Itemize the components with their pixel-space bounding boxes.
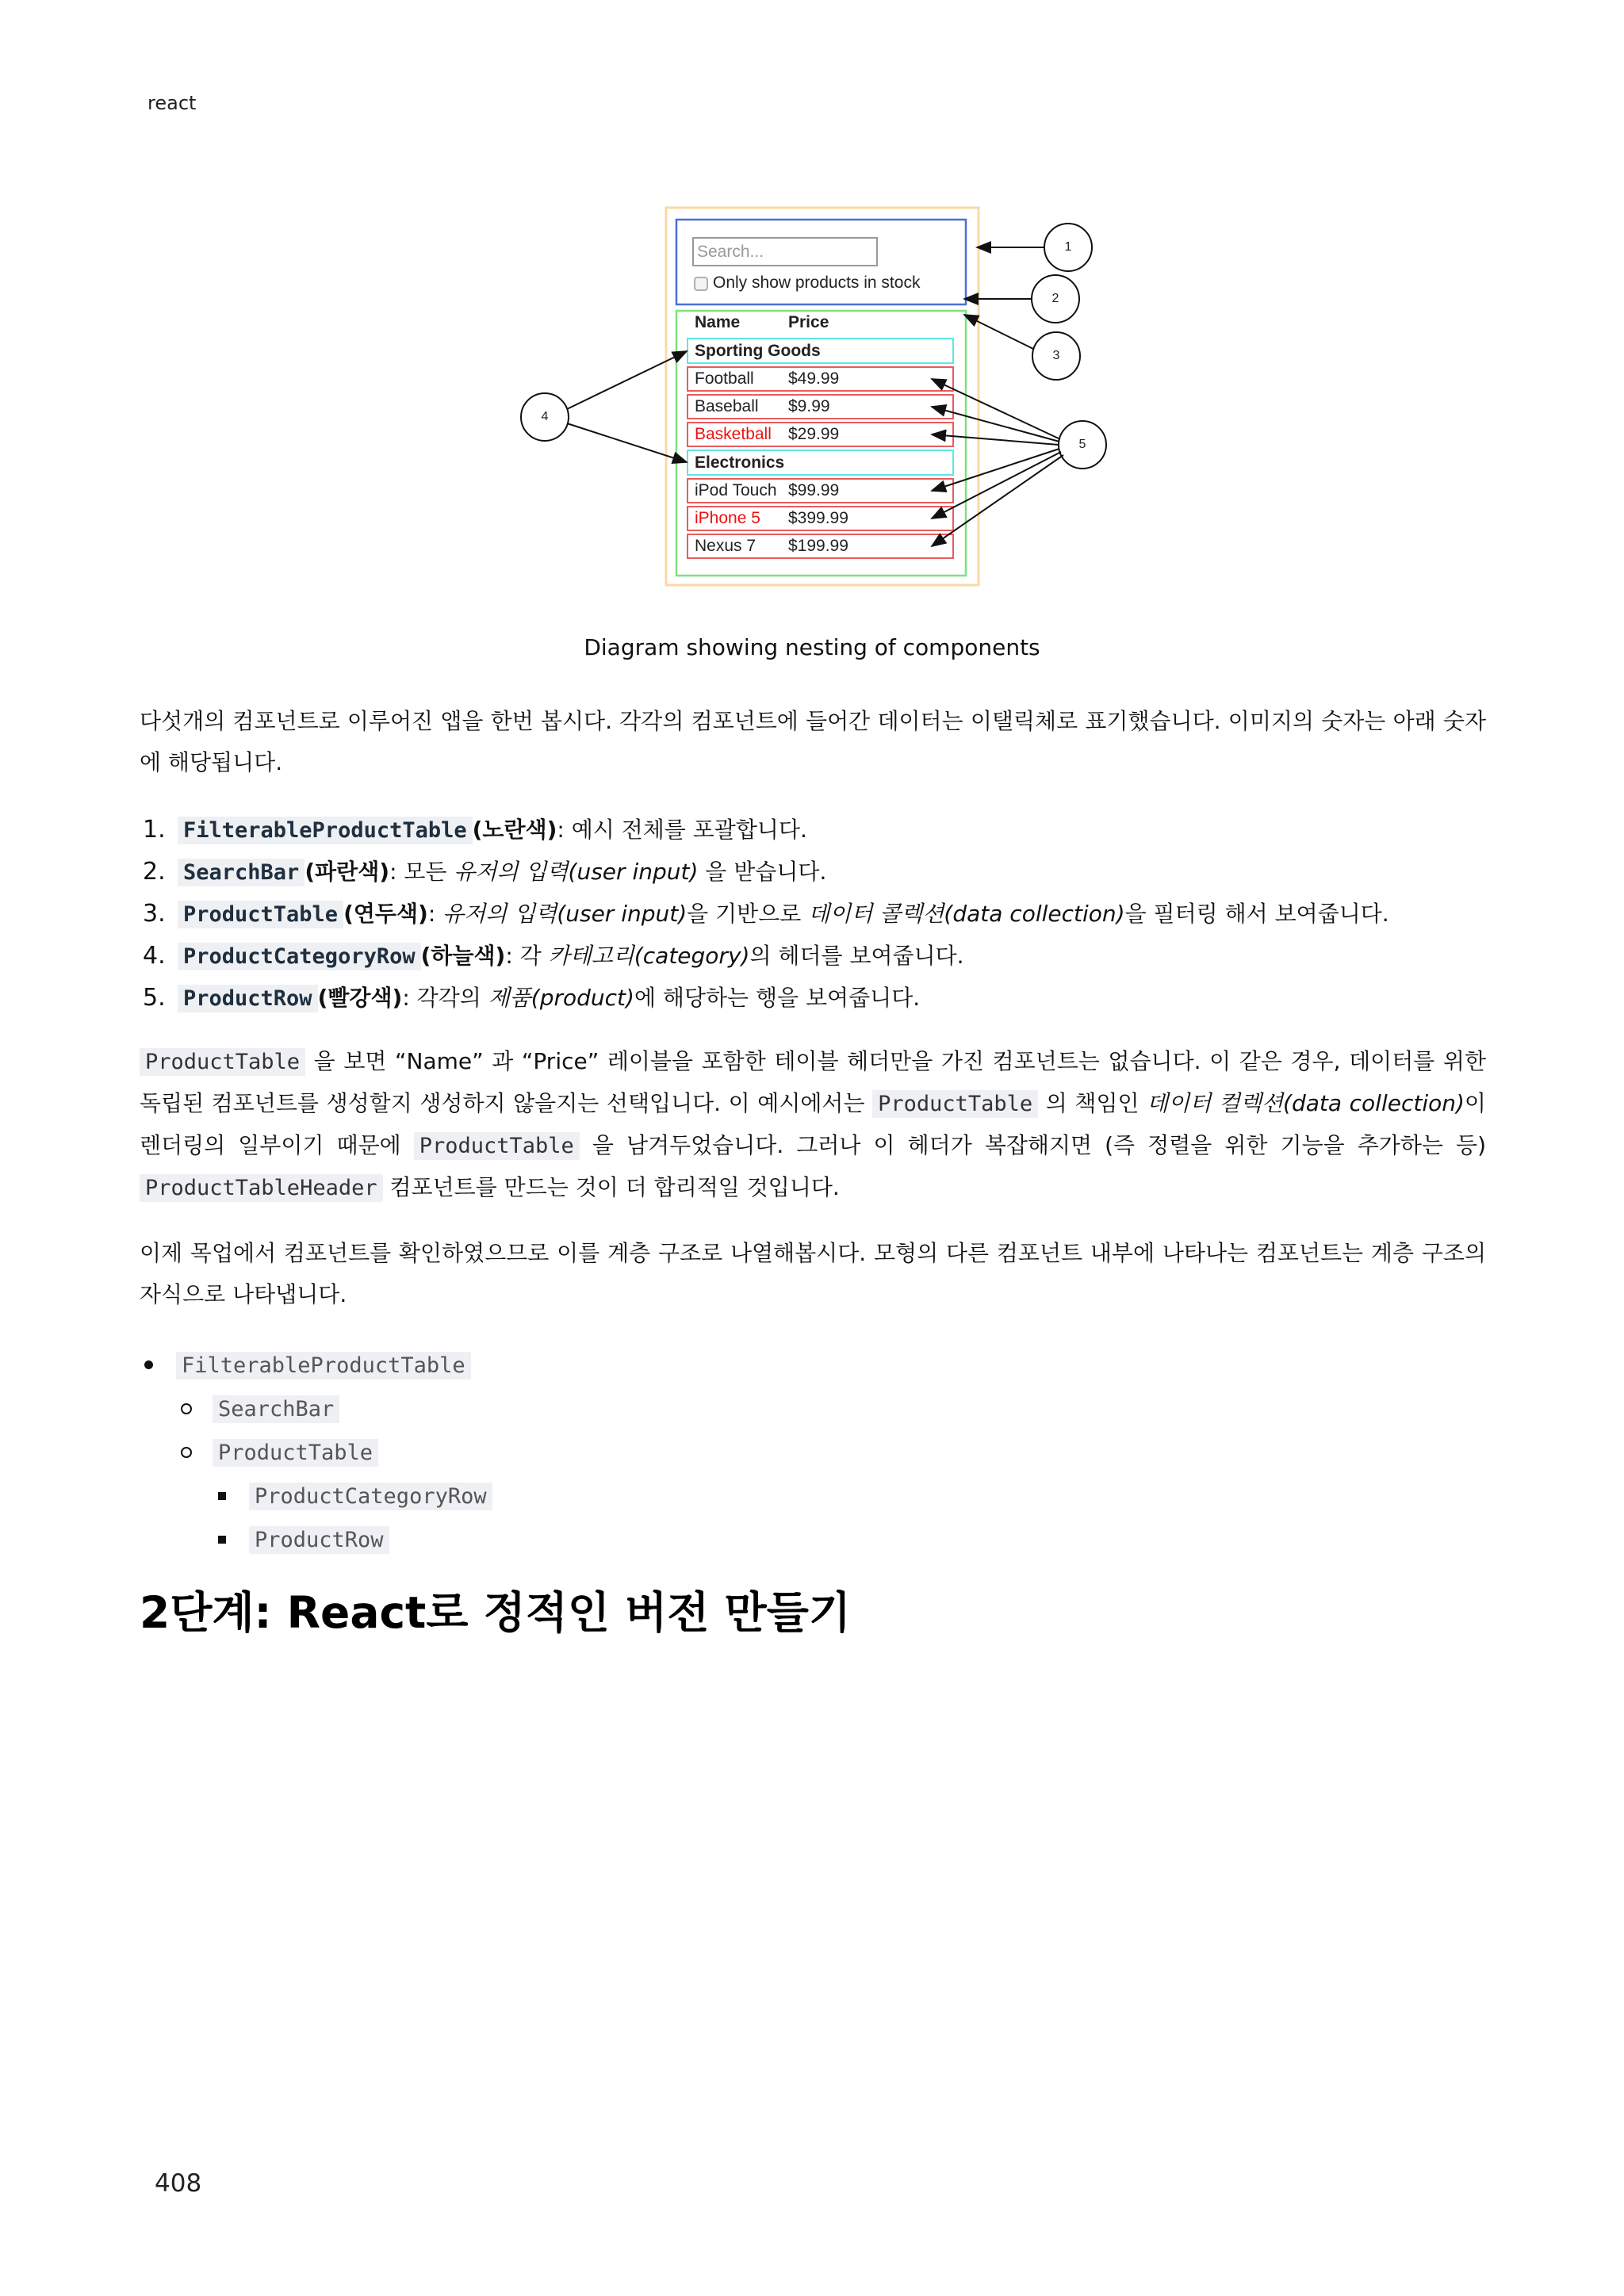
component-code: ProductRow — [178, 985, 318, 1012]
row-price: $99.99 — [788, 481, 840, 499]
page-number: 408 — [155, 2169, 202, 2198]
item-description-tail: 의 헤더를 보여줍니다. — [749, 943, 964, 969]
component-hierarchy-list — [140, 1344, 1486, 1562]
list-number: 4. — [143, 942, 166, 970]
callout-number-3: 3 — [1052, 349, 1060, 362]
product-table-paragraph — [140, 1041, 1486, 1209]
item-description-mid: 을 기반으로 — [687, 901, 809, 927]
item-description-tail: 을 받습니다. — [698, 859, 827, 885]
inline-code: ProductTable — [140, 1048, 305, 1076]
color-label: (하늘색) — [420, 943, 506, 969]
row-name: Football — [695, 369, 754, 388]
list-item — [140, 1387, 1486, 1431]
item-description: : 예시 전체를 포괄합니다. — [557, 817, 807, 843]
arrow-4a — [567, 351, 687, 409]
arrow-4b — [567, 423, 687, 462]
stock-checkbox-box — [695, 277, 707, 290]
row-name: Baseball — [695, 397, 759, 415]
intro-paragraph-text: 다섯개의 컴포넌트로 이루어진 앱을 한번 봅시다. 각각의 컴포넌트에 들어간 데이터는 이탤릭체로 표기했습니다. 이미지의 숫자는 아래 숫자에 해당됩니다. — [140, 708, 1486, 775]
paragraph-emphasis: 데이터 컬렉션(data collection) — [1147, 1090, 1465, 1116]
hierarchy-paragraph-text: 이제 목업에서 컴포넌트를 확인하였으므로 이를 계층 구조로 나열해봅시다. 모형의 다른 컴포넌트 내부에 나타나는 컴포넌트는 계층 구조의 자식으로 나타냅니다. — [140, 1240, 1486, 1307]
list-item — [140, 1431, 1486, 1475]
component-list-item — [140, 851, 1486, 894]
list-number: 5. — [143, 984, 166, 1012]
component-list — [140, 809, 1486, 1020]
item-description: : — [427, 901, 443, 927]
stock-checkbox-label: Only show products in stock — [713, 274, 921, 292]
list-number: 1. — [143, 816, 166, 844]
row-name: Basketball — [695, 425, 772, 443]
item-emphasis: 유저의 입력(user input) — [454, 859, 699, 885]
callout-number-4: 4 — [541, 410, 549, 423]
item-emphasis: 유저의 입력(user input) — [442, 901, 688, 927]
inline-code: SearchBar — [213, 1395, 339, 1423]
square-bullet-icon — [218, 1536, 226, 1544]
component-list-item — [140, 894, 1486, 936]
row-price: $49.99 — [788, 369, 840, 388]
list-number: 2. — [143, 858, 166, 886]
inline-code: ProductRow — [249, 1526, 389, 1554]
component-nesting-diagram — [523, 198, 1126, 595]
row-name: iPhone 5 — [695, 509, 760, 527]
arrow-3 — [964, 315, 1033, 349]
component-code: SearchBar — [178, 859, 304, 886]
row-price: $199.99 — [788, 537, 848, 555]
component-code: ProductTable — [178, 901, 343, 928]
circle-bullet-icon — [181, 1447, 192, 1458]
list-item — [140, 1344, 1486, 1387]
square-bullet-icon — [218, 1492, 226, 1500]
diagram-shapes — [523, 198, 1126, 595]
search-placeholder-text: Search... — [697, 243, 764, 261]
callout-number-2: 2 — [1051, 292, 1059, 305]
paragraph-text: 이 렌더링의 일부이기 때문에 — [140, 1090, 1486, 1158]
inline-code: ProductCategoryRow — [249, 1483, 492, 1510]
intro-paragraph — [140, 701, 1486, 783]
color-label: (파란색) — [304, 859, 390, 885]
row-price: $29.99 — [788, 425, 840, 443]
paragraph-text: 컴포넌트를 만드는 것이 더 합리적일 것입니다. — [382, 1174, 840, 1200]
circle-bullet-icon — [181, 1403, 192, 1414]
item-description: : 각각의 — [402, 985, 488, 1011]
callout-number-5: 5 — [1078, 438, 1086, 451]
list-number: 3. — [143, 900, 166, 928]
inline-code: ProductTable — [872, 1090, 1038, 1118]
component-list-item — [140, 936, 1486, 978]
item-emphasis: 제품(product) — [488, 985, 634, 1011]
disc-bullet-icon — [144, 1360, 153, 1369]
column-header-name: Name — [695, 313, 741, 331]
callout-number-1: 1 — [1064, 240, 1072, 254]
item-description: : 각 — [505, 943, 549, 969]
component-code: ProductCategoryRow — [178, 943, 421, 970]
inline-code: FilterableProductTable — [176, 1352, 471, 1380]
paragraph-text: 을 남겨두었습니다. 그러나 이 헤더가 복잡해지면 (즉 정렬을 위한 기능을 추가하는 등) — [579, 1132, 1486, 1158]
hierarchy-paragraph — [140, 1233, 1486, 1315]
item-description-tail: 에 해당하는 행을 보여줍니다. — [634, 985, 921, 1011]
arrow-5d — [932, 449, 1059, 491]
paragraph-text: 을 보면 “Name” 과 “Price” 레이블을 포함한 테이블 헤더만을 가진 컴포넌트는 없습니다. 이 같은 경우, 데이터를 위한 독립된 컴포넌트를 생성할지 생성하지 않을지는 선택입니다. 이 예시에서는 — [140, 1048, 1486, 1116]
item-description: : 모든 — [389, 859, 454, 885]
item-description-tail: 을 필터링 해서 보여줍니다. — [1124, 901, 1389, 927]
color-label: (연두색) — [343, 901, 428, 927]
row-name: Nexus 7 — [695, 537, 756, 555]
color-label: (노란색) — [472, 817, 557, 843]
list-item — [140, 1475, 1486, 1518]
item-emphasis: 데이터 콜렉션(data collection) — [808, 901, 1125, 927]
inline-code: ProductTable — [414, 1132, 580, 1160]
component-list-item — [140, 978, 1486, 1020]
item-emphasis: 카테고리(category) — [548, 943, 750, 969]
figure-caption: Diagram showing nesting of components — [584, 634, 1040, 660]
color-label: (빨강색) — [317, 985, 403, 1011]
arrow-5a — [932, 379, 1060, 439]
row-price: $9.99 — [788, 397, 830, 415]
list-item — [140, 1518, 1486, 1562]
inline-code: ProductTableHeader — [140, 1174, 383, 1202]
component-list-item — [140, 809, 1486, 851]
section-heading: 2단계: React로 정적인 버전 만들기 — [140, 1587, 851, 1638]
running-header: react — [147, 92, 197, 114]
paragraph-text: 의 책임인 — [1038, 1090, 1147, 1116]
column-header-price: Price — [788, 313, 829, 331]
row-price: $399.99 — [788, 509, 848, 527]
category-label-sporting: Sporting Goods — [695, 342, 821, 360]
category-label-electronics: Electronics — [695, 453, 785, 472]
row-name: iPod Touch — [695, 481, 777, 499]
component-code: FilterableProductTable — [178, 817, 473, 844]
inline-code: ProductTable — [213, 1439, 378, 1467]
